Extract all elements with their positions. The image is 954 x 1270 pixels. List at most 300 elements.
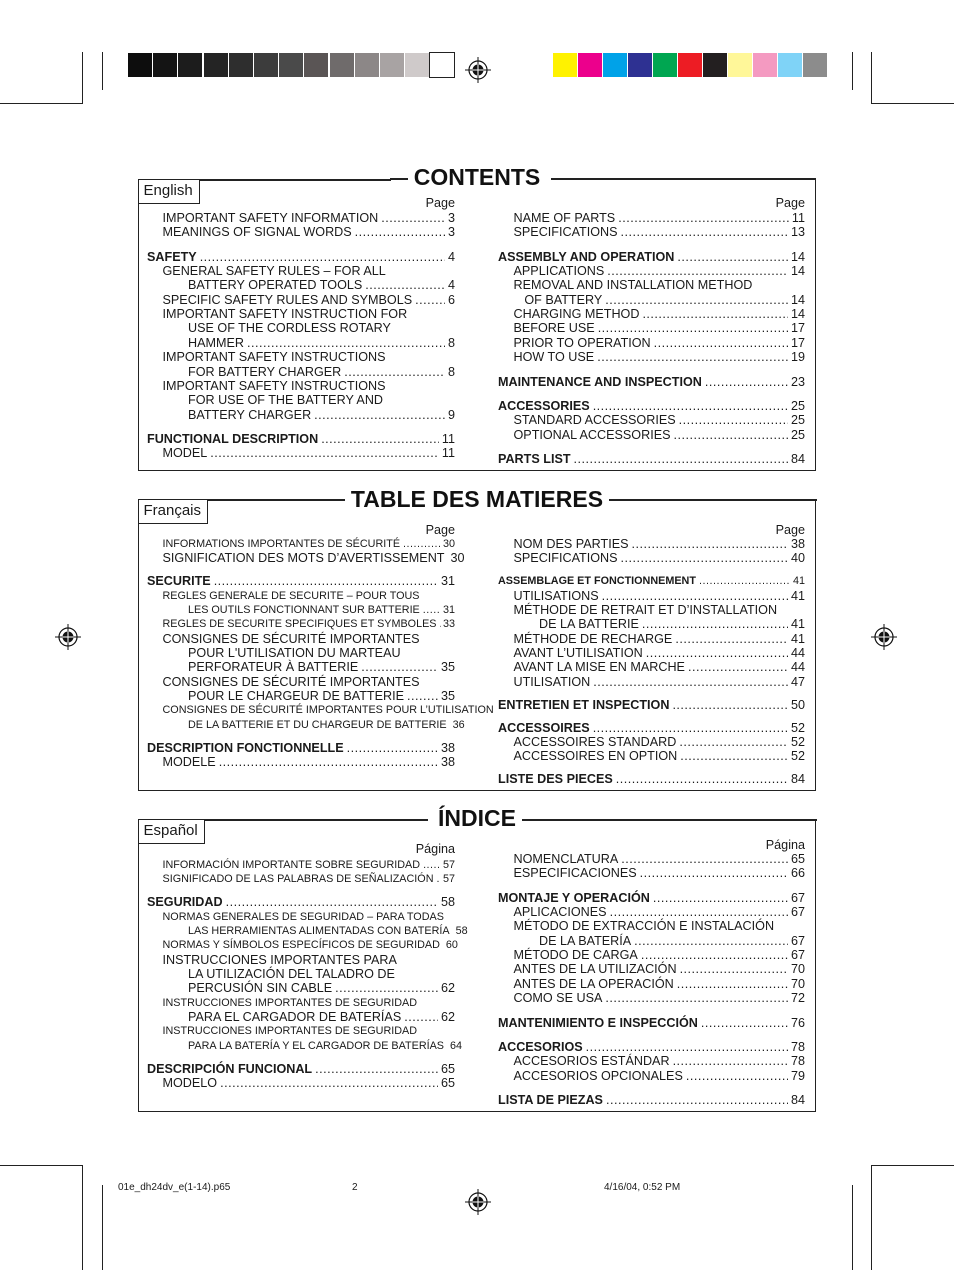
toc-entry-title: SAFETY	[147, 249, 197, 264]
color-swatch	[803, 53, 827, 77]
toc-entry-page: 17	[790, 321, 805, 336]
toc-entry[interactable]	[163, 350, 456, 364]
color-swatch	[753, 53, 777, 77]
toc-entry-title: FOR USE OF THE BATTERY AND	[188, 393, 384, 408]
dot-leader	[314, 408, 445, 422]
toc-entry-title: UTILISATION	[513, 674, 591, 689]
toc-entry-page: 3	[447, 211, 455, 225]
toc-entry-title: BATTERY CHARGER	[188, 407, 312, 422]
toc-entry-page: 35	[440, 660, 455, 675]
toc-entry-title: MODELE	[162, 755, 216, 770]
toc-section-entry[interactable]	[498, 891, 805, 905]
toc-entry-title: AVANT L’UTILISATION	[513, 646, 643, 661]
dot-leader	[598, 321, 788, 335]
toc-entry-page: 50	[790, 697, 805, 712]
toc-entry[interactable]	[162, 703, 494, 717]
dot-leader	[654, 336, 788, 350]
toc-entry-title: FOR BATTERY CHARGER	[188, 364, 342, 379]
toc-section-entry[interactable]	[498, 1016, 805, 1030]
toc-entry-title: MONTAJE Y OPERACIÓN	[498, 890, 650, 905]
dot-leader	[641, 948, 788, 962]
dot-leader	[226, 895, 438, 909]
toc-entry-page: 41	[790, 588, 805, 603]
toc-entry-title: NORMAS Y SÍMBOLOS ESPECÍFICOS DE SEGURIDAD	[162, 939, 440, 952]
dot-leader	[677, 250, 788, 264]
toc-entry-title: PARA LA BATERÍA Y EL CARGADOR DE BATERÍAS	[188, 1039, 445, 1052]
toc-entry[interactable]	[514, 1069, 806, 1083]
dot-leader	[677, 977, 788, 991]
toc-entry[interactable]	[188, 603, 455, 617]
toc-entry[interactable]	[514, 321, 806, 335]
contents-section-espanol	[138, 819, 816, 1112]
toc-entry[interactable]	[514, 307, 806, 321]
toc-entry[interactable]	[514, 962, 806, 976]
page-column-header: Page	[775, 196, 805, 210]
language-tab-espanol: Español	[138, 819, 205, 844]
gray-swatch	[204, 53, 228, 77]
toc-section-entry[interactable]	[498, 250, 805, 264]
dot-leader	[381, 211, 445, 225]
toc-entry[interactable]	[188, 924, 468, 938]
toc-entry[interactable]	[514, 537, 806, 551]
toc-entry-title: NAME OF PARTS	[513, 211, 616, 225]
toc-entry-title: ANTES DE LA OPERACIÓN	[513, 976, 674, 991]
gray-swatch	[254, 53, 278, 77]
toc-entry[interactable]	[539, 934, 805, 948]
toc-entry-title: POUR L'UTILISATION DU MARTEAU	[188, 646, 401, 661]
toc-entry[interactable]	[188, 689, 455, 703]
dot-leader	[423, 858, 440, 872]
color-swatch	[728, 53, 752, 77]
toc-entry-title: DESCRIPTION FONCTIONNELLE	[147, 740, 344, 755]
toc-entry-title: PARA EL CARGADOR DE BATERÍAS	[188, 1010, 402, 1025]
toc-entry[interactable]	[514, 1054, 806, 1068]
toc-entry-page: 8	[447, 335, 455, 350]
toc-entry-page: 11	[441, 446, 455, 461]
dot-leader	[347, 741, 438, 755]
toc-entry-title: NOMENCLATURA	[513, 852, 619, 866]
dot-leader	[415, 293, 445, 307]
toc-entry[interactable]	[514, 225, 806, 239]
table-des-matieres-heading: TABLE DES MATIERES	[345, 486, 609, 512]
toc-entry-title: ASSEMBLY AND OPERATION	[498, 249, 675, 264]
registration-mark-icon	[55, 624, 81, 650]
toc-entry-page: 41	[792, 575, 805, 588]
dot-leader	[355, 225, 445, 239]
toc-entry-page: 41	[790, 617, 805, 632]
toc-entry-title: OPTIONAL ACCESSORIES	[513, 427, 671, 442]
toc-entry[interactable]	[163, 632, 456, 646]
toc-entry-page: 14	[790, 264, 805, 279]
dot-leader	[210, 446, 439, 460]
toc-entry[interactable]	[163, 617, 456, 631]
toc-entry-page: 79	[790, 1068, 805, 1083]
toc-entry[interactable]	[514, 211, 806, 225]
toc-entry[interactable]	[163, 211, 456, 225]
toc-entry[interactable]	[188, 660, 455, 674]
toc-entry-title: MANTENIMIENTO E INSPECCIÓN	[498, 1015, 698, 1030]
toc-entry[interactable]	[188, 1010, 455, 1024]
toc-entry[interactable]	[188, 646, 455, 660]
toc-entry-page: 17	[790, 335, 805, 350]
toc-entry-title: SPECIFICATIONS	[513, 551, 618, 566]
toc-entry[interactable]	[514, 905, 806, 919]
toc-entry-page: 44	[790, 660, 805, 675]
dot-leader	[632, 537, 788, 551]
toc-entry-title: HOW TO USE	[513, 350, 595, 365]
toc-entry-title: IMPORTANT SAFETY INSTRUCTION FOR	[162, 307, 408, 322]
toc-entry-page: 38	[440, 740, 455, 755]
dot-leader	[247, 336, 445, 350]
page-column-header: Página	[415, 842, 455, 856]
toc-entry[interactable]	[539, 617, 805, 631]
toc-entry-page: 84	[790, 772, 805, 787]
toc-entry-title: BATTERY OPERATED TOOLS	[188, 278, 363, 293]
toc-entry-title: SECURITE	[147, 574, 211, 589]
toc-entry[interactable]	[514, 264, 806, 278]
toc-entry[interactable]	[514, 413, 806, 427]
toc-entry[interactable]	[163, 938, 456, 952]
toc-entry-page: 65	[790, 852, 805, 866]
toc-entry-title: MODEL	[162, 446, 208, 461]
toc-entry-page: 30	[442, 538, 455, 550]
toc-entry-title: GENERAL SAFETY RULES – FOR ALL	[162, 264, 386, 279]
toc-entry[interactable]	[514, 749, 806, 763]
toc-entry-page: 4	[447, 278, 455, 293]
toc-entry-title: IMPORTANT SAFETY INSTRUCTIONS	[162, 350, 386, 365]
dot-leader	[621, 551, 788, 565]
toc-entry[interactable]	[163, 675, 456, 689]
indice-heading: ÍNDICE	[432, 805, 522, 831]
dot-leader	[701, 1016, 788, 1030]
toc-entry-title: CONSIGNES DE SÉCURITÉ IMPORTANTES POUR L’UTILISATION	[162, 704, 494, 717]
toc-entry[interactable]	[163, 872, 456, 886]
registration-mark-icon	[465, 57, 491, 83]
registration-mark-icon	[465, 1189, 491, 1215]
toc-entry-title: SIGNIFICADO DE LAS PALABRAS DE SEÑALIZACIÓN	[162, 873, 434, 886]
toc-entry[interactable]	[514, 948, 806, 962]
toc-entry[interactable]	[188, 365, 455, 379]
dot-leader	[680, 749, 788, 763]
toc-entry[interactable]	[524, 293, 805, 307]
dot-leader	[653, 891, 788, 905]
dot-leader	[672, 698, 788, 712]
dot-leader	[606, 1093, 788, 1107]
toc-entry-page: 6	[447, 292, 455, 307]
toc-entry-title: ACCESORIOS OPCIONALES	[513, 1068, 683, 1083]
toc-entry[interactable]	[514, 589, 806, 603]
contents-section-francais	[138, 499, 816, 791]
page-column-header: Page	[425, 196, 455, 210]
toc-entry-title: ACCESORIOS ESTÁNDAR	[513, 1054, 670, 1069]
toc-entry[interactable]	[188, 321, 455, 335]
toc-entry[interactable]	[163, 225, 456, 239]
dot-leader	[686, 1069, 788, 1083]
toc-section-entry[interactable]	[147, 895, 455, 909]
toc-entry-title: MAINTENANCE AND INSPECTION	[498, 374, 702, 389]
toc-entry-title: PERFORATEUR À BATTERIE	[188, 660, 359, 675]
toc-entry-page: 52	[790, 749, 805, 764]
toc-entry-page: 47	[790, 674, 805, 689]
dot-leader	[705, 375, 788, 389]
toc-entry[interactable]	[163, 858, 456, 872]
toc-entry-title: LISTE DES PIECES	[498, 772, 613, 787]
toc-entry-title: NORMAS GENERALES DE SEGURIDAD – PARA TODAS	[162, 910, 444, 923]
dot-leader	[593, 675, 788, 689]
toc-entry-page: 35	[440, 689, 455, 704]
toc-entry[interactable]	[514, 919, 806, 933]
toc-entry[interactable]	[514, 852, 806, 866]
page-column-header: Page	[425, 523, 455, 537]
toc-entry-title: USE OF THE CORDLESS ROTARY	[188, 321, 391, 336]
language-tab-francais: Français	[138, 499, 209, 524]
dot-leader	[214, 574, 438, 588]
toc-section-entry[interactable]	[498, 452, 805, 466]
toc-entry-title: SPECIFIC SAFETY RULES AND SYMBOLS	[162, 292, 413, 307]
toc-entry-page: 58	[455, 925, 468, 937]
toc-entry-page: 67	[790, 948, 805, 963]
toc-entry[interactable]	[188, 278, 455, 292]
toc-entry-title: HAMMER	[188, 335, 244, 350]
toc-entry-page: 31	[440, 574, 455, 589]
language-tab-english: English	[138, 179, 200, 204]
dot-leader	[642, 617, 788, 631]
dot-leader	[605, 991, 788, 1005]
toc-entry-page: 14	[790, 249, 805, 264]
toc-entry-title: APLICACIONES	[513, 905, 607, 920]
toc-entry-title: ACCESORIOS	[498, 1039, 583, 1054]
gray-swatch	[330, 53, 354, 77]
toc-entry[interactable]	[163, 446, 456, 460]
dot-leader	[593, 721, 788, 735]
toc-entry-title: INSTRUCCIONES IMPORTANTES DE SEGURIDAD	[162, 1025, 418, 1038]
toc-entry-page: 52	[790, 735, 805, 749]
toc-entry-page: 60	[445, 939, 458, 952]
toc-entry-title: MÉTODO DE CARGA	[513, 948, 638, 963]
dot-leader	[403, 537, 440, 551]
dot-leader	[365, 278, 445, 292]
toc-section-entry[interactable]	[498, 375, 805, 389]
toc-entry-page: 62	[440, 1010, 455, 1025]
dot-leader	[404, 1010, 438, 1024]
dot-leader	[437, 872, 440, 886]
toc-entry-page: 4	[447, 249, 455, 264]
toc-entry-page: 31	[442, 604, 455, 616]
color-swatch	[603, 53, 627, 77]
toc-entry-page: 23	[790, 374, 805, 389]
toc-entry-page: 40	[790, 551, 805, 566]
toc-entry-title: ANTES DE LA UTILIZACIÓN	[513, 962, 677, 977]
toc-entry[interactable]	[188, 336, 455, 350]
dot-leader	[679, 735, 788, 749]
toc-entry-title: OF BATTERY	[524, 292, 603, 307]
toc-section-entry[interactable]	[147, 741, 455, 755]
dot-leader	[200, 250, 445, 264]
dot-leader	[219, 755, 438, 769]
toc-entry[interactable]	[514, 866, 806, 880]
dot-leader	[220, 1076, 438, 1090]
toc-entry-title: CHARGING METHOD	[513, 307, 640, 322]
toc-entry[interactable]	[163, 537, 456, 551]
dot-leader	[586, 1040, 788, 1054]
toc-entry-page: 57	[442, 873, 455, 886]
dot-leader	[616, 772, 788, 786]
toc-entry[interactable]	[188, 408, 455, 422]
toc-entry[interactable]	[163, 264, 456, 278]
toc-entry-title: PARTS LIST	[498, 451, 571, 466]
toc-section-entry[interactable]	[498, 399, 805, 413]
toc-entry[interactable]	[514, 350, 806, 364]
toc-entry[interactable]	[514, 675, 806, 689]
color-swatch	[778, 53, 802, 77]
toc-entry[interactable]	[163, 589, 456, 603]
contents-heading: CONTENTS	[408, 164, 547, 190]
toc-entry-page: 76	[790, 1015, 805, 1030]
toc-entry-title: INSTRUCCIONES IMPORTANTES PARA	[162, 952, 397, 967]
toc-entry-title: ACCESSOIRES	[498, 720, 590, 735]
toc-entry-page: 62	[440, 981, 455, 996]
toc-entry-page: 67	[790, 933, 805, 948]
dot-leader	[593, 399, 788, 413]
toc-entry[interactable]	[163, 307, 456, 321]
toc-entry-title: MÉTHODE DE RECHARGE	[513, 631, 673, 646]
toc-entry-title: ESPECIFICACIONES	[513, 866, 637, 881]
dot-leader	[674, 428, 788, 442]
toc-section-entry[interactable]	[147, 250, 455, 264]
dot-leader	[361, 660, 438, 674]
toc-entry-title: IMPORTANT SAFETY INSTRUCTIONS	[162, 378, 386, 393]
toc-entry-page: 30	[450, 551, 465, 566]
toc-entry-page: 67	[790, 905, 805, 920]
toc-entry[interactable]	[514, 735, 806, 749]
gray-swatch	[153, 53, 177, 77]
toc-entry-title: REMOVAL AND INSTALLATION METHOD	[513, 278, 753, 293]
toc-entry-page: 19	[790, 350, 805, 365]
toc-entry-page: 70	[790, 976, 805, 991]
toc-entry[interactable]	[514, 336, 806, 350]
toc-entry[interactable]	[188, 393, 455, 407]
toc-entry[interactable]	[163, 953, 456, 967]
toc-entry-title: INFORMACIÓN IMPORTANTE SOBRE SEGURIDAD	[162, 859, 421, 871]
toc-entry-title: REGLES DE SECURITE SPECIFIQUES ET SYMBOLES	[162, 618, 437, 631]
toc-entry-title: REGLES GENERALE DE SECURITE – POUR TOUS	[162, 589, 420, 602]
toc-entry[interactable]	[163, 1076, 456, 1090]
toc-entry-page: 44	[790, 646, 805, 661]
toc-entry-title: NOM DES PARTIES	[513, 537, 629, 551]
toc-entry-title: DE LA BATTERIE ET DU CHARGEUR DE BATTERIE	[188, 718, 447, 731]
toc-entry[interactable]	[163, 755, 456, 769]
toc-entry-page: 38	[790, 537, 805, 551]
toc-entry[interactable]	[188, 967, 455, 981]
toc-section-entry[interactable]	[498, 772, 805, 786]
toc-entry-page: 78	[790, 1039, 805, 1054]
toc-entry-page: 25	[790, 427, 805, 442]
toc-entry[interactable]	[163, 1024, 456, 1038]
toc-entry[interactable]	[514, 603, 806, 617]
toc-entry-title: ENTRETIEN ET INSPECTION	[498, 697, 670, 712]
toc-section-entry[interactable]	[498, 1040, 805, 1054]
toc-section-entry[interactable]	[498, 721, 805, 735]
toc-entry-page: 65	[440, 1076, 455, 1091]
toc-entry-page: 25	[790, 413, 805, 428]
toc-entry[interactable]	[163, 379, 456, 393]
toc-entry-title: MEANINGS OF SIGNAL WORDS	[162, 225, 352, 240]
dot-leader	[618, 211, 789, 225]
toc-entry[interactable]	[514, 991, 806, 1005]
toc-entry[interactable]	[514, 646, 806, 660]
toc-entry[interactable]	[162, 551, 465, 566]
toc-entry-page: 38	[440, 755, 455, 770]
toc-entry-title: MÉTHODE DE RETRAIT ET D’INSTALLATION	[513, 603, 778, 617]
contents-section-english	[138, 179, 816, 471]
dot-leader	[621, 852, 788, 866]
toc-section-entry[interactable]	[147, 432, 455, 446]
toc-entry[interactable]	[514, 977, 806, 991]
page-column-header: Página	[765, 838, 805, 852]
dot-leader	[407, 689, 438, 703]
toc-entry[interactable]	[163, 293, 456, 307]
toc-entry[interactable]	[514, 632, 806, 646]
dot-leader	[680, 962, 788, 976]
toc-entry[interactable]	[188, 718, 465, 732]
toc-entry-title: FUNCTIONAL DESCRIPTION	[147, 431, 319, 446]
toc-section-entry[interactable]	[498, 1093, 805, 1107]
dot-leader	[699, 574, 790, 588]
toc-entry-page: 78	[790, 1054, 805, 1069]
dot-leader	[673, 1054, 788, 1068]
toc-entry-page: 8	[447, 364, 455, 379]
footer-filename: 01e_dh24dv_e(1-14).p65	[118, 1182, 231, 1193]
toc-entry[interactable]	[163, 910, 456, 924]
dot-leader	[321, 432, 439, 446]
toc-entry-title: INSTRUCCIONES IMPORTANTES DE SEGURIDAD	[162, 996, 418, 1009]
toc-entry-title: LES OUTILS FONCTIONNANT SUR BATTERIE	[188, 604, 420, 616]
dot-leader	[602, 589, 788, 603]
color-swatch	[653, 53, 677, 77]
toc-entry-page: 33	[442, 618, 455, 631]
toc-entry[interactable]	[514, 660, 806, 674]
gray-swatch	[430, 53, 454, 77]
toc-entry[interactable]	[163, 996, 456, 1010]
dot-leader	[597, 350, 788, 364]
color-swatch	[703, 53, 727, 77]
toc-section-entry[interactable]	[498, 698, 805, 712]
toc-entry[interactable]	[514, 551, 806, 565]
toc-entry-title: MODELO	[162, 1076, 218, 1091]
toc-entry[interactable]	[514, 428, 806, 442]
toc-entry-title: ASSEMBLAGE ET FONCTIONNEMENT	[498, 575, 696, 588]
toc-entry-page: 14	[790, 292, 805, 307]
toc-entry-page: 14	[790, 307, 805, 322]
toc-entry-title: SIGNIFICATION DES MOTS D’AVERTISSEMENT	[162, 551, 445, 566]
toc-entry-title: SEGURIDAD	[147, 895, 223, 910]
toc-section-entry[interactable]	[147, 574, 455, 588]
toc-section-entry[interactable]	[147, 1062, 455, 1076]
toc-entry-title: AVANT LA MISE EN MARCHE	[513, 660, 685, 675]
gray-swatch	[355, 53, 379, 77]
dot-leader	[642, 307, 788, 321]
toc-entry[interactable]	[188, 981, 455, 995]
toc-entry-page: 13	[790, 225, 805, 240]
toc-section-entry[interactable]	[498, 574, 805, 588]
toc-entry[interactable]	[514, 278, 806, 292]
gray-swatch	[405, 53, 429, 77]
toc-entry-title: STANDARD ACCESSORIES	[513, 413, 676, 428]
toc-entry-title: CONSIGNES DE SÉCURITÉ IMPORTANTES	[162, 674, 420, 689]
footer-timestamp: 4/16/04, 0:52 PM	[604, 1182, 681, 1193]
toc-entry[interactable]	[188, 1039, 463, 1053]
gray-swatch	[380, 53, 404, 77]
